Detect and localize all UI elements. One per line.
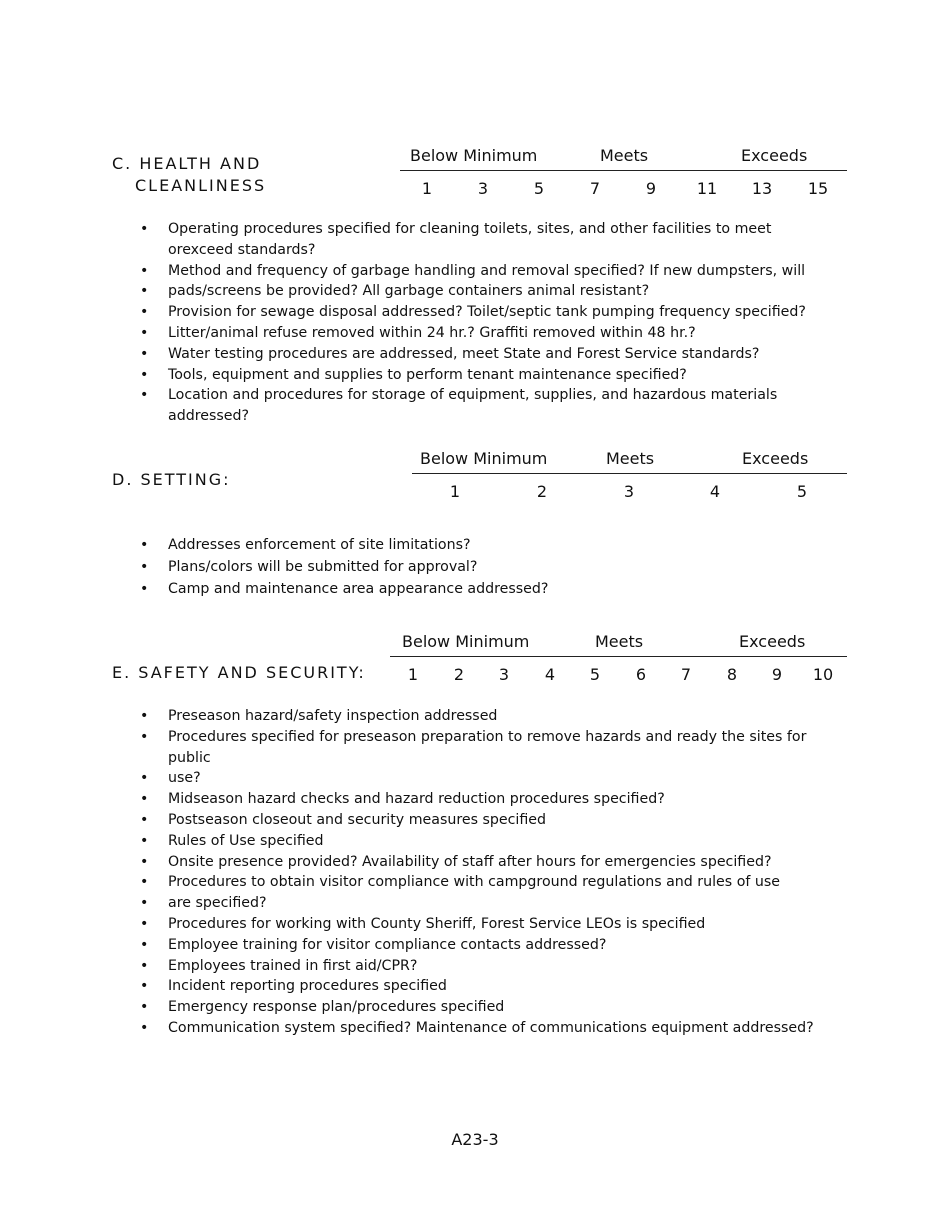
scale-value: 5 bbox=[533, 179, 545, 198]
scale-value: 5 bbox=[589, 665, 601, 684]
section-c-checklist bbox=[140, 219, 840, 427]
list-item: • Plans/colors will be submitted for approval? bbox=[140, 556, 840, 578]
scale-value: 4 bbox=[709, 482, 721, 501]
below-minimum-label: Below Minimum bbox=[402, 632, 530, 651]
meets-label: Meets bbox=[595, 632, 644, 651]
list-item: • Employees trained in first aid/CPR? bbox=[140, 956, 840, 977]
section-c-title-line1: C. HEALTH AND bbox=[112, 154, 262, 173]
scale-value: 8 bbox=[726, 665, 738, 684]
list-item: • pads/screens be provided? All garbage containers animal resistant? bbox=[140, 281, 840, 302]
list-item: • Procedures for working with County Sheriff, Forest Service LEOs is specified bbox=[140, 914, 840, 935]
list-item: • Operating procedures specified for cleaning toilets, sites, and other facilities to meet orexceed standards? bbox=[140, 219, 840, 261]
list-item: • Location and procedures for storage of equipment, supplies, and hazardous materials addressed? bbox=[140, 385, 840, 427]
scale-value: 13 bbox=[751, 179, 773, 198]
scale-value: 6 bbox=[635, 665, 647, 684]
list-item: • Camp and maintenance area appearance addressed? bbox=[140, 578, 840, 600]
list-item: • Water testing procedures are addressed, meet State and Forest Service standards? bbox=[140, 344, 840, 365]
section-e-title: E. SAFETY AND SECURITY: bbox=[112, 663, 366, 682]
list-item: • use? bbox=[140, 768, 840, 789]
list-item: • Litter/animal refuse removed within 24 hr.? Graffiti removed within 48 hr.? bbox=[140, 323, 840, 344]
exceeds-label: Exceeds bbox=[742, 449, 809, 468]
section-e-rating-scale bbox=[390, 632, 847, 689]
section-d-scale-header bbox=[412, 449, 847, 474]
scale-value: 3 bbox=[477, 179, 489, 198]
list-item: • Midseason hazard checks and hazard reduction procedures specified? bbox=[140, 789, 840, 810]
scale-value: 9 bbox=[645, 179, 657, 198]
below-minimum-label: Below Minimum bbox=[420, 449, 548, 468]
list-item: • Preseason hazard/safety inspection addressed bbox=[140, 706, 840, 727]
section-c-scale-header bbox=[400, 146, 847, 171]
list-item: • are specified? bbox=[140, 893, 840, 914]
below-minimum-label: Below Minimum bbox=[410, 146, 538, 165]
section-d-title: D. SETTING: bbox=[112, 470, 231, 489]
scale-value: 1 bbox=[407, 665, 419, 684]
scale-value: 1 bbox=[449, 482, 461, 501]
scale-value: 3 bbox=[498, 665, 510, 684]
scale-value: 5 bbox=[796, 482, 808, 501]
scale-value: 4 bbox=[544, 665, 556, 684]
section-e-checklist bbox=[140, 706, 840, 1039]
scale-value: 3 bbox=[623, 482, 635, 501]
list-item: • Provision for sewage disposal addressed? Toilet/septic tank pumping frequency specified? bbox=[140, 302, 840, 323]
meets-label: Meets bbox=[600, 146, 649, 165]
scale-value: 9 bbox=[771, 665, 783, 684]
section-d-scale-values bbox=[412, 482, 847, 506]
list-item: • Rules of Use specified bbox=[140, 831, 840, 852]
list-item: • Procedures to obtain visitor compliance with campground regulations and rules of use bbox=[140, 872, 840, 893]
list-item: • Procedures specified for preseason preparation to remove hazards and ready the sites for public bbox=[140, 727, 840, 769]
scale-value: 7 bbox=[589, 179, 601, 198]
list-item: • Addresses enforcement of site limitations? bbox=[140, 534, 840, 556]
list-item: • Postseason closeout and security measures specified bbox=[140, 810, 840, 831]
section-c-scale-values bbox=[400, 179, 847, 203]
section-c-title-line2: CLEANLINESS bbox=[135, 176, 267, 195]
list-item: • Communication system specified? Maintenance of communications equipment addressed? bbox=[140, 1018, 840, 1039]
scale-value: 11 bbox=[696, 179, 718, 198]
scale-value: 10 bbox=[812, 665, 834, 684]
list-item: • Incident reporting procedures specified bbox=[140, 976, 840, 997]
list-item: • Method and frequency of garbage handling and removal specified? If new dumpsters, will bbox=[140, 261, 840, 282]
exceeds-label: Exceeds bbox=[739, 632, 806, 651]
section-e-scale-values bbox=[390, 665, 847, 689]
scale-value: 2 bbox=[536, 482, 548, 501]
exceeds-label: Exceeds bbox=[741, 146, 808, 165]
section-e-scale-header bbox=[390, 632, 847, 657]
scale-value: 1 bbox=[421, 179, 433, 198]
scale-value: 15 bbox=[807, 179, 829, 198]
section-c-title bbox=[112, 153, 266, 197]
scale-value: 7 bbox=[680, 665, 692, 684]
list-item: • Employee training for visitor compliance contacts addressed? bbox=[140, 935, 840, 956]
section-d-rating-scale bbox=[412, 449, 847, 506]
list-item: • Onsite presence provided? Availability of staff after hours for emergencies specified? bbox=[140, 852, 840, 873]
meets-label: Meets bbox=[606, 449, 655, 468]
scale-value: 2 bbox=[453, 665, 465, 684]
list-item: • Tools, equipment and supplies to perform tenant maintenance specified? bbox=[140, 365, 840, 386]
section-d-checklist bbox=[140, 534, 840, 600]
section-c-rating-scale bbox=[400, 146, 847, 203]
page-number: A23-3 bbox=[451, 1130, 499, 1149]
list-item: • Emergency response plan/procedures specified bbox=[140, 997, 840, 1018]
